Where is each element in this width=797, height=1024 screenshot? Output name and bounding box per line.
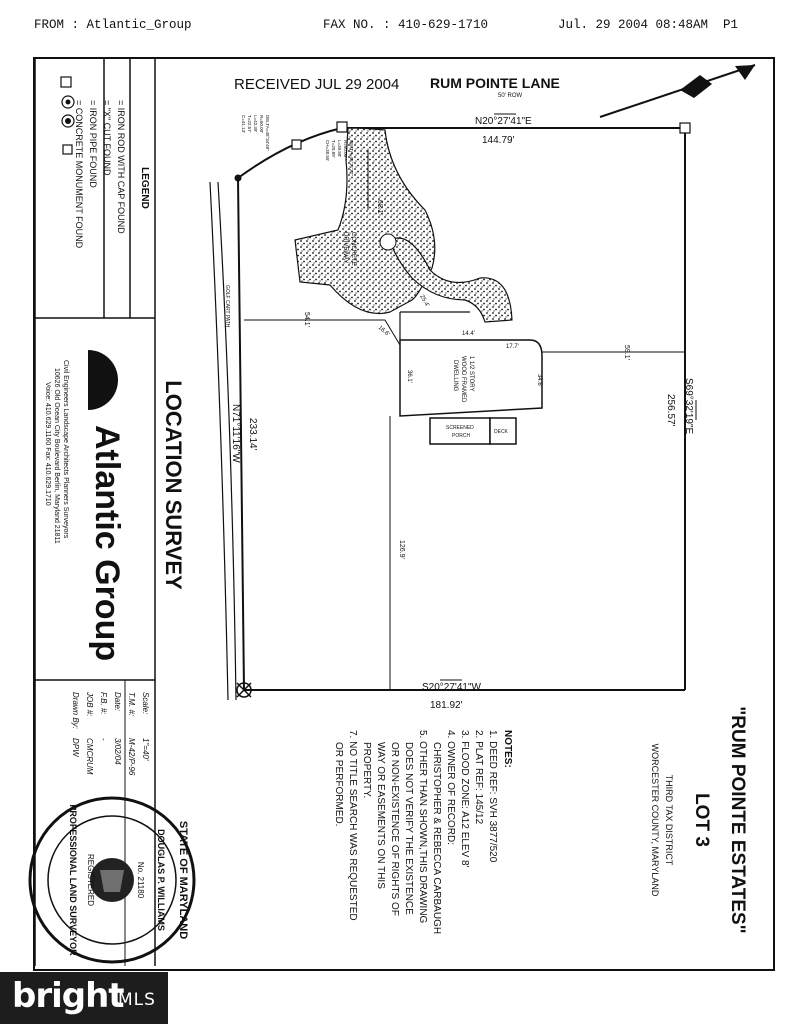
- scale-label: Scale:: [141, 692, 150, 715]
- golf-path-label: GOLF CART PATH: [224, 285, 230, 328]
- road-name: RUM POINTE LANE: [430, 75, 560, 91]
- company-logo-icon: [88, 350, 118, 410]
- screened-porch: [430, 418, 490, 444]
- svg-text:CH=38.55': CH=38.55': [325, 140, 330, 162]
- fax-from: FROM : Atlantic_Group: [34, 18, 192, 32]
- date-value: 3/02/04: [113, 738, 122, 765]
- svg-text:T=20.89': T=20.89': [331, 140, 336, 158]
- concrete-driveway: [295, 128, 435, 313]
- curve-data-2: [325, 140, 354, 176]
- walkway-circle: [380, 234, 396, 250]
- dim-25: 25.4': [418, 294, 430, 309]
- driveway-label-2: DRIVEWAY: [342, 232, 348, 264]
- svg-text:C=41.13': C=41.13': [241, 115, 246, 133]
- dwelling-label-3: DWELLING: [452, 360, 458, 392]
- dwelling-label-2: WOOD FRAMED: [460, 356, 466, 403]
- legend-item-rod: = IRON ROD WITH CAP FOUND: [116, 100, 126, 234]
- scale-value: 1"=40': [141, 738, 150, 761]
- note-line: OR NON-EXISTENCE OF RIGHTS OF: [389, 742, 400, 916]
- fax-number: FAX NO. : 410-629-1710: [323, 18, 489, 32]
- deck-label: DECK: [494, 429, 508, 435]
- tax-district: THIRD TAX DISTRICT: [664, 774, 674, 866]
- dim-68: 68.1': [376, 200, 383, 215]
- note-line: 1. DEED REF: SVH 3877/520: [487, 730, 498, 863]
- note-line: 3. FLOOD ZONE: A12 ELEV 8': [459, 730, 470, 868]
- dim-54: 54.1': [303, 312, 310, 327]
- legend-title: LEGEND: [139, 167, 150, 209]
- company-services: Civil Engineers Landscape Architects Planners Surveyors: [62, 360, 69, 539]
- porch-label-2: PORCH: [452, 433, 471, 439]
- project-lot: LOT 3: [691, 793, 712, 847]
- east-distance: 256.57': [665, 394, 676, 427]
- svg-text:DELTA=45°21'22": DELTA=45°21'22": [349, 140, 354, 176]
- seal-role: PROFESSIONAL LAND SURVEYOR: [68, 804, 78, 956]
- company-phone: Voice: 410.629.1160 Fax: 410.629.1710: [44, 382, 51, 506]
- corner-monument-icon: [680, 123, 690, 133]
- note-line: 2. PLAT REF: 145/12: [473, 730, 484, 825]
- note-line: DOES NOT VERIFY THE EXISTENCE: [403, 742, 414, 915]
- svg-text:L=42.39': L=42.39': [253, 115, 258, 133]
- svg-text:L=39.58': L=39.58': [337, 140, 342, 158]
- legend-item-monument: = CONCRETE MONUMENT FOUND: [74, 100, 84, 249]
- tax-map-value: M-42/P-96: [127, 738, 136, 776]
- legend-item-xcut: = "X" CUT FOUND: [102, 100, 112, 176]
- dim-126: 126.9': [398, 540, 405, 559]
- east-bearing: S69°32'19"E: [683, 378, 694, 435]
- curve-data-1: [241, 115, 270, 151]
- watermark-suffix: MLS: [118, 990, 156, 1010]
- notes-heading: NOTES:: [502, 730, 513, 768]
- job-label: JOB #:: [85, 692, 94, 717]
- job-value: CMCRUM: [85, 738, 94, 775]
- note-line: CHRISTOPHER & REBECCA CARBAUGH: [431, 742, 442, 935]
- field-book-value: -: [99, 738, 108, 741]
- project-name: "RUM POINTE ESTATES": [727, 706, 748, 934]
- fax-date-time: Jul. 29 2004 08:48AM P1: [558, 18, 739, 32]
- surveyor-seal: [30, 798, 194, 962]
- seal-state: STATE OF MARYLAND: [177, 820, 189, 940]
- south-bearing: S20°27'41"W: [422, 682, 481, 693]
- dim-34: 34.6': [536, 374, 542, 387]
- project-title-block: [650, 706, 748, 933]
- svg-text:DELTA=48°34'48": DELTA=48°34'48": [265, 115, 270, 151]
- dwelling-label-1: 1 1/2 STORY: [468, 356, 474, 392]
- location-survey-title: LOCATION SURVEY: [161, 380, 186, 590]
- north-distance: 144.79': [482, 135, 515, 146]
- note-line: OR PERFORMED.: [333, 742, 344, 827]
- dim-17: 17.7': [506, 344, 519, 350]
- corner-rod-icon: [292, 140, 301, 149]
- date-label: Date:: [113, 692, 122, 712]
- dim-36: 36.1': [406, 370, 412, 383]
- bright-mls-watermark: [0, 972, 168, 1024]
- drawn-by-label: Drawn By:: [71, 692, 80, 729]
- notes: [333, 730, 513, 934]
- county: WORCESTER COUNTY, MARYLAND: [650, 743, 660, 897]
- west-distance: 233.14': [247, 418, 258, 451]
- dim-59: 59.1': [623, 345, 630, 360]
- note-line: PROPERTY.: [361, 742, 372, 799]
- note-line: 4. OWNER OF RECORD:: [445, 730, 456, 846]
- received-stamp: RECEIVED JUL 29 2004: [234, 76, 400, 93]
- seal-registered: REGISTERED: [86, 853, 95, 907]
- legend-item-pipe: = IRON PIPE FOUND: [88, 100, 98, 188]
- drawn-by-value: DPW: [71, 738, 80, 757]
- svg-text:R=50.00': R=50.00': [259, 115, 264, 133]
- corner-monument-icon: [337, 122, 347, 132]
- seal-number: No. 21180: [136, 861, 145, 899]
- note-line: WAY OR EASEMENTS ON THIS: [375, 742, 386, 889]
- svg-text:R=50.00': R=50.00': [343, 140, 348, 158]
- dim-16: 16.6': [376, 324, 391, 338]
- note-line: 7. NO TITLE SEARCH WAS REQUESTED: [347, 730, 358, 921]
- tax-map-label: T.M. #:: [127, 692, 136, 717]
- svg-text:T=22.57': T=22.57': [247, 115, 252, 133]
- south-distance: 181.92': [430, 700, 463, 711]
- road-row: 50' ROW: [498, 93, 523, 99]
- concrete-monument-symbol-icon: [63, 145, 72, 154]
- iron-rod-symbol-icon: [61, 77, 71, 87]
- corner-pipe-icon: [235, 175, 242, 182]
- north-bearing: N20°27'41"E: [475, 116, 532, 127]
- porch-label-1: SCREENED: [446, 425, 474, 431]
- note-line: 5. OTHER THAN SHOWN,THIS DRAWING: [417, 730, 428, 924]
- watermark-brand: bright: [12, 976, 124, 1016]
- dim-14: 14.4': [462, 331, 475, 337]
- company-name: Atlantic Group: [88, 425, 126, 662]
- field-book-label: F.B. #:: [99, 692, 108, 715]
- legend: [61, 77, 150, 249]
- driveway-label-1: CONCRETE: [350, 232, 356, 266]
- company-address: 10626 Old Ocean City Boulevard Berlin, Maryland 21811: [53, 368, 60, 544]
- west-bearing: N71°11'16"W: [230, 404, 241, 463]
- company-block: [44, 350, 186, 661]
- north-arrow-icon: [600, 65, 755, 117]
- seal-name: DOUGLAS P. WILLIAMS: [156, 829, 166, 931]
